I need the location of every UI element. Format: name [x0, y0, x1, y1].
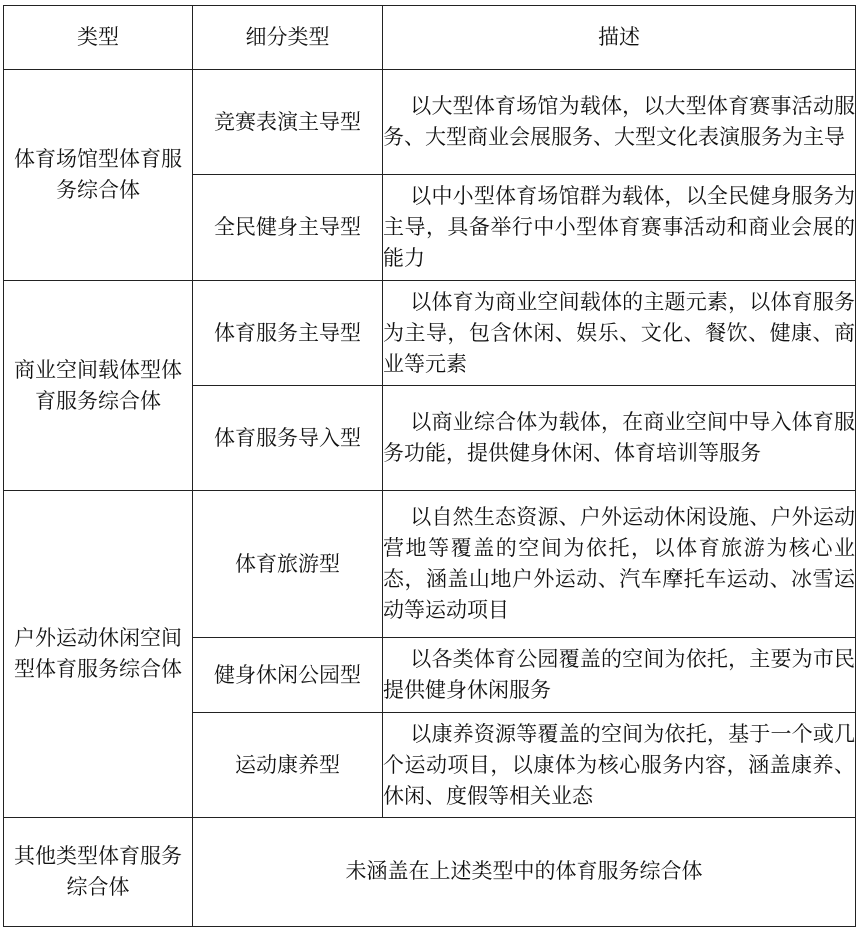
description-cell: 以体育为商业空间载体的主题元素，以体育服务为主导，包含休闲、娱乐、文化、餐饮、健康、商业等元素: [383, 281, 856, 386]
header-subtype: 细分类型: [193, 6, 383, 70]
header-row: [4, 6, 856, 70]
description-cell: 以各类体育公园覆盖的空间为依托，主要为市民提供健身休闲服务: [383, 638, 856, 713]
header-description: 描述: [383, 6, 856, 70]
subtype-cell: 体育服务导入型: [193, 386, 383, 491]
table-row: [4, 281, 856, 386]
subtype-cell: 健身休闲公园型: [193, 638, 383, 713]
description-cell: 以商业综合体为载体，在商业空间中导入体育服务功能，提供健身休闲、体育培训等服务: [383, 386, 856, 491]
type-cell: 户外运动休闲空间型体育服务综合体: [4, 491, 193, 818]
table-row: [4, 69, 856, 175]
type-cell: 其他类型体育服务综合体: [4, 817, 193, 926]
subtype-cell: 竞赛表演主导型: [193, 69, 383, 175]
subtype-cell: 运动康养型: [193, 713, 383, 818]
description-cell: 以中小型体育场馆群为载体，以全民健身服务为主导，具备举行中小型体育赛事活动和商业会展的能力: [383, 175, 856, 281]
table-row: [4, 817, 856, 926]
subtype-cell: 全民健身主导型: [193, 175, 383, 281]
description-cell: 未涵盖在上述类型中的体育服务综合体: [193, 817, 856, 926]
subtype-cell: 体育服务主导型: [193, 281, 383, 386]
description-cell: 以自然生态资源、户外运动休闲设施、户外运动营地等覆盖的空间为依托，以体育旅游为核心业态，涵盖山地户外运动、汽车摩托车运动、冰雪运动等运动项目: [383, 491, 856, 638]
header-type: 类型: [4, 6, 193, 70]
description-cell: 以康养资源等覆盖的空间为依托，基于一个或几个运动项目，以康体为核心服务内容，涵盖康养、休闲、度假等相关业态: [383, 713, 856, 818]
sports-complex-types-table: [3, 5, 856, 927]
subtype-cell: 体育旅游型: [193, 491, 383, 638]
type-cell: 商业空间载体型体育服务综合体: [4, 281, 193, 491]
table-row: [4, 491, 856, 638]
description-cell: 以大型体育场馆为载体，以大型体育赛事活动服务、大型商业会展服务、大型文化表演服务为主导: [383, 69, 856, 175]
type-cell: 体育场馆型体育服务综合体: [4, 69, 193, 281]
